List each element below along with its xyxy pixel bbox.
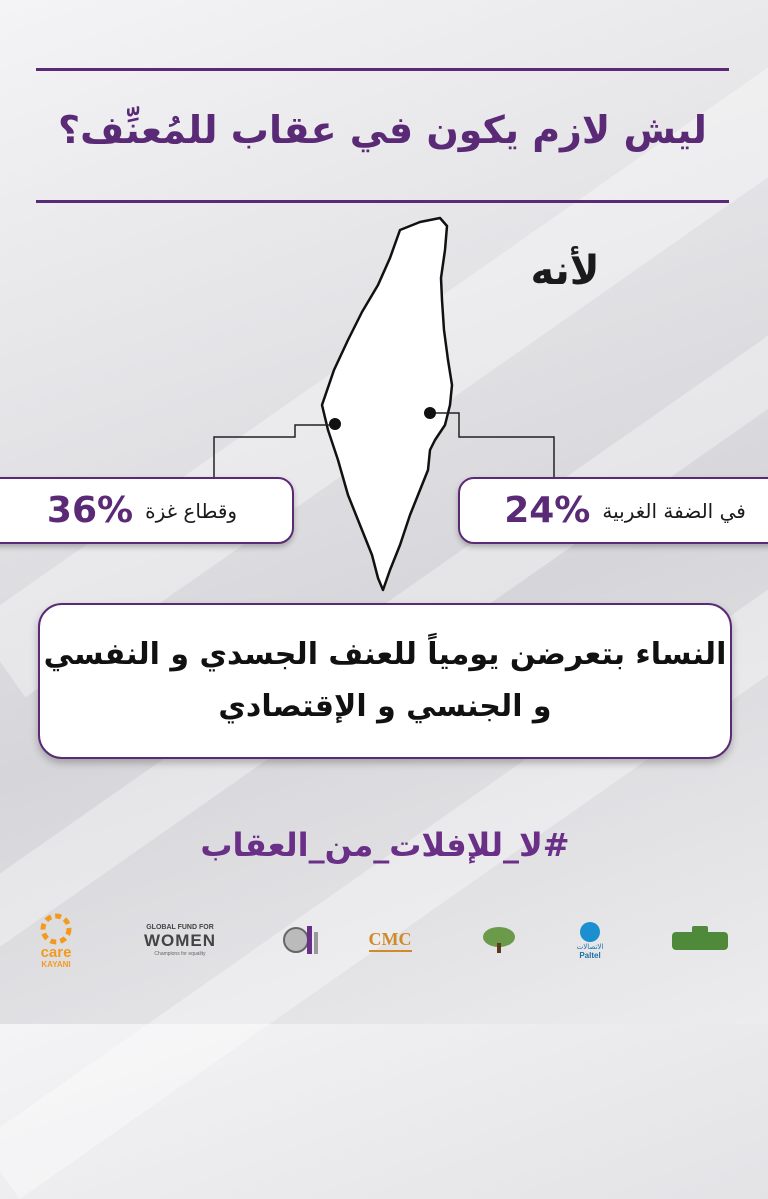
paltel-drop-icon xyxy=(579,921,601,943)
paltel-arabic: الاتصالات xyxy=(576,942,604,951)
global-fund-for-women-logo xyxy=(140,905,220,975)
purple-emblem-logo xyxy=(278,905,324,975)
hashtag: #لا_للإفلات_من_العقاب xyxy=(200,826,570,864)
gaza-stat-box xyxy=(0,477,294,544)
main-statement-line-2: و الجنسي و الإقتصادي xyxy=(218,689,552,724)
main-statement-line-1: النساء بتعرضن يومياً للعنف الجسدي و النفسي xyxy=(43,637,727,672)
gfw-line-1: GLOBAL FUND FOR xyxy=(146,923,214,931)
because-label: لأنه xyxy=(530,248,600,294)
gaza-marker xyxy=(329,418,341,430)
care-emblem-icon xyxy=(36,912,76,946)
west-bank-marker xyxy=(424,407,436,419)
paltel-name: Paltel xyxy=(579,950,601,960)
main-statement-box xyxy=(38,603,732,759)
palestine-map-outline xyxy=(322,218,452,590)
gaza-stat-percent: 36% xyxy=(46,490,134,531)
west-bank-stat-box xyxy=(458,477,768,544)
partner-logos xyxy=(0,905,768,975)
tree-icon xyxy=(479,925,519,955)
emblem-icon xyxy=(281,920,321,960)
gfw-line-2: WOMEN xyxy=(143,930,217,950)
cmc-logo xyxy=(362,905,418,975)
connector-left xyxy=(214,425,333,478)
green-badge-icon xyxy=(670,926,730,954)
paltel-logo xyxy=(570,905,610,975)
green-arabic-logo xyxy=(668,905,732,975)
care-logo xyxy=(28,905,84,975)
association-logo xyxy=(474,905,524,975)
gaza-stat-label: وقطاع غزة xyxy=(145,498,238,523)
care-logo-text: care xyxy=(40,943,72,961)
care-logo-sub: KAYANI xyxy=(41,959,71,969)
west-bank-stat-percent: 24% xyxy=(504,490,591,531)
poster-title: ليش لازم يكون في عقاب للمُعنِّف؟ xyxy=(58,108,707,152)
connector-right xyxy=(430,413,554,478)
cmc-logo-text: CMC xyxy=(369,929,412,952)
west-bank-stat-label: في الضفة الغربية xyxy=(602,498,746,523)
gfw-line-3: Champions for equality xyxy=(154,950,206,957)
